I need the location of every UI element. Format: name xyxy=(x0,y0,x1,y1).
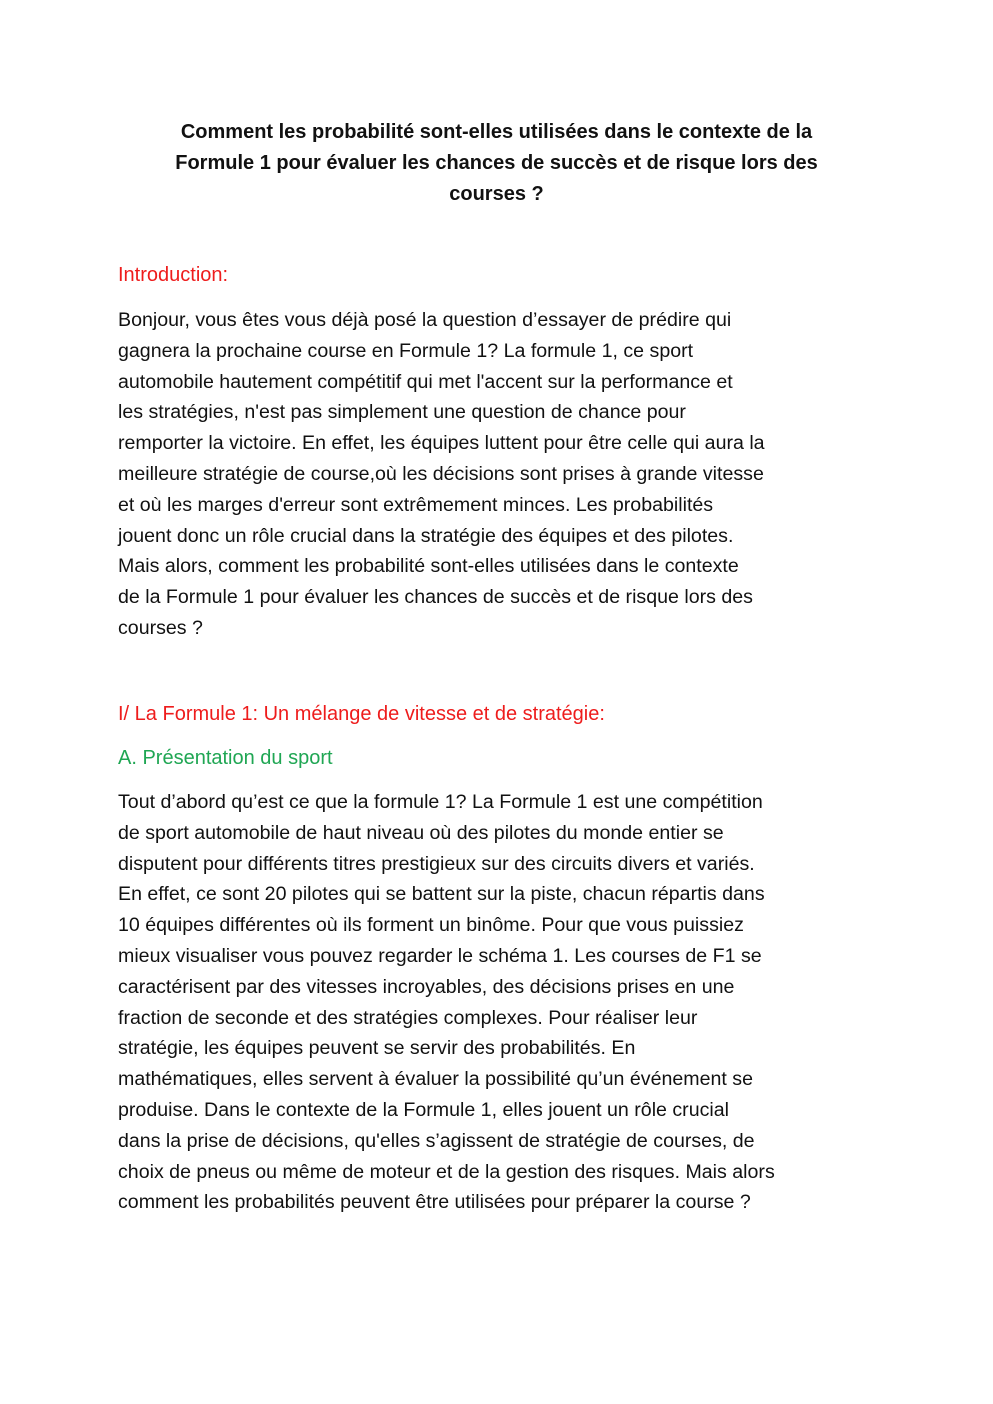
introduction-heading: Introduction: xyxy=(118,264,229,286)
paragraph-line: 10 équipes différentes où ils forment un binôme. Pour que vous puissiez xyxy=(118,914,744,937)
paragraph-line: et où les marges d'erreur sont extrêmement minces. Les probabilités xyxy=(118,493,714,516)
section-1-heading: I/ La Formule 1: Un mélange de vitesse et de stratégie: xyxy=(118,703,605,725)
paragraph-line: En effet, ce sont 20 pilotes qui se battent sur la piste, chacun répartis dans xyxy=(118,883,765,906)
paragraph-line: dans la prise de décisions, qu'elles s’agissent de stratégie de courses, de xyxy=(118,1129,755,1152)
paragraph-line: les stratégies, n'est pas simplement une question de chance pour xyxy=(118,401,686,424)
paragraph-line: remporter la victoire. En effet, les équipes luttent pour être celle qui aura la xyxy=(118,432,765,455)
paragraph-line: produise. Dans le contexte de la Formule 1, elles jouent un rôle crucial xyxy=(118,1098,730,1121)
paragraph-line: mathématiques, elles servent à évaluer la possibilité qu’un événement se xyxy=(118,1068,753,1091)
paragraph-line: Tout d’abord qu’est ce que la formule 1? La Formule 1 est une compétition xyxy=(118,791,763,813)
paragraph-line: Bonjour, vous êtes vous déjà posé la question d’essayer de prédire qui xyxy=(118,309,732,331)
title-line: Formule 1 pour évaluer les chances de succès et de risque lors des xyxy=(175,152,818,174)
subsection-a-paragraph xyxy=(118,787,878,1218)
paragraph-line: caractérisent par des vitesses incroyables, des décisions prises en une xyxy=(118,975,735,998)
paragraph-line: meilleure stratégie de course,où les décisions sont prises à grande vitesse xyxy=(118,462,764,485)
paragraph-line: mieux visualiser vous pouvez regarder le schéma 1. Les courses de F1 se xyxy=(118,944,762,967)
title-line: courses ? xyxy=(449,183,544,205)
paragraph-line: Mais alors, comment les probabilité sont-elles utilisées dans le contexte xyxy=(118,555,739,578)
subsection-a-heading: A. Présentation du sport xyxy=(118,747,333,769)
paragraph-line: gagnera la prochaine course en Formule 1? La formule 1, ce sport xyxy=(118,339,694,362)
paragraph-line: de sport automobile de haut niveau où des pilotes du monde entier se xyxy=(118,821,724,844)
paragraph-line: jouent donc un rôle crucial dans la stratégie des équipes et des pilotes. xyxy=(118,524,734,547)
paragraph-line: courses ? xyxy=(118,616,203,639)
paragraph-line: fraction de seconde et des stratégies complexes. Pour réaliser leur xyxy=(118,1006,698,1029)
paragraph-line: de la Formule 1 pour évaluer les chances de succès et de risque lors des xyxy=(118,586,753,609)
title-line: Comment les probabilité sont-elles utilisées dans le contexte de la xyxy=(180,121,813,143)
paragraph-line: automobile hautement compétitif qui met l'accent sur la performance et xyxy=(118,370,733,393)
paragraph-line: choix de pneus ou même de moteur et de la gestion des risques. Mais alors xyxy=(118,1160,775,1183)
paragraph-line: disputent pour différents titres prestigieux sur des circuits divers et variés. xyxy=(118,852,755,875)
paragraph-line: comment les probabilités peuvent être utilisées pour préparer la course ? xyxy=(118,1191,751,1214)
document-title xyxy=(128,117,865,210)
paragraph-line: stratégie, les équipes peuvent se servir des probabilités. En xyxy=(118,1037,636,1060)
introduction-paragraph xyxy=(118,305,878,644)
